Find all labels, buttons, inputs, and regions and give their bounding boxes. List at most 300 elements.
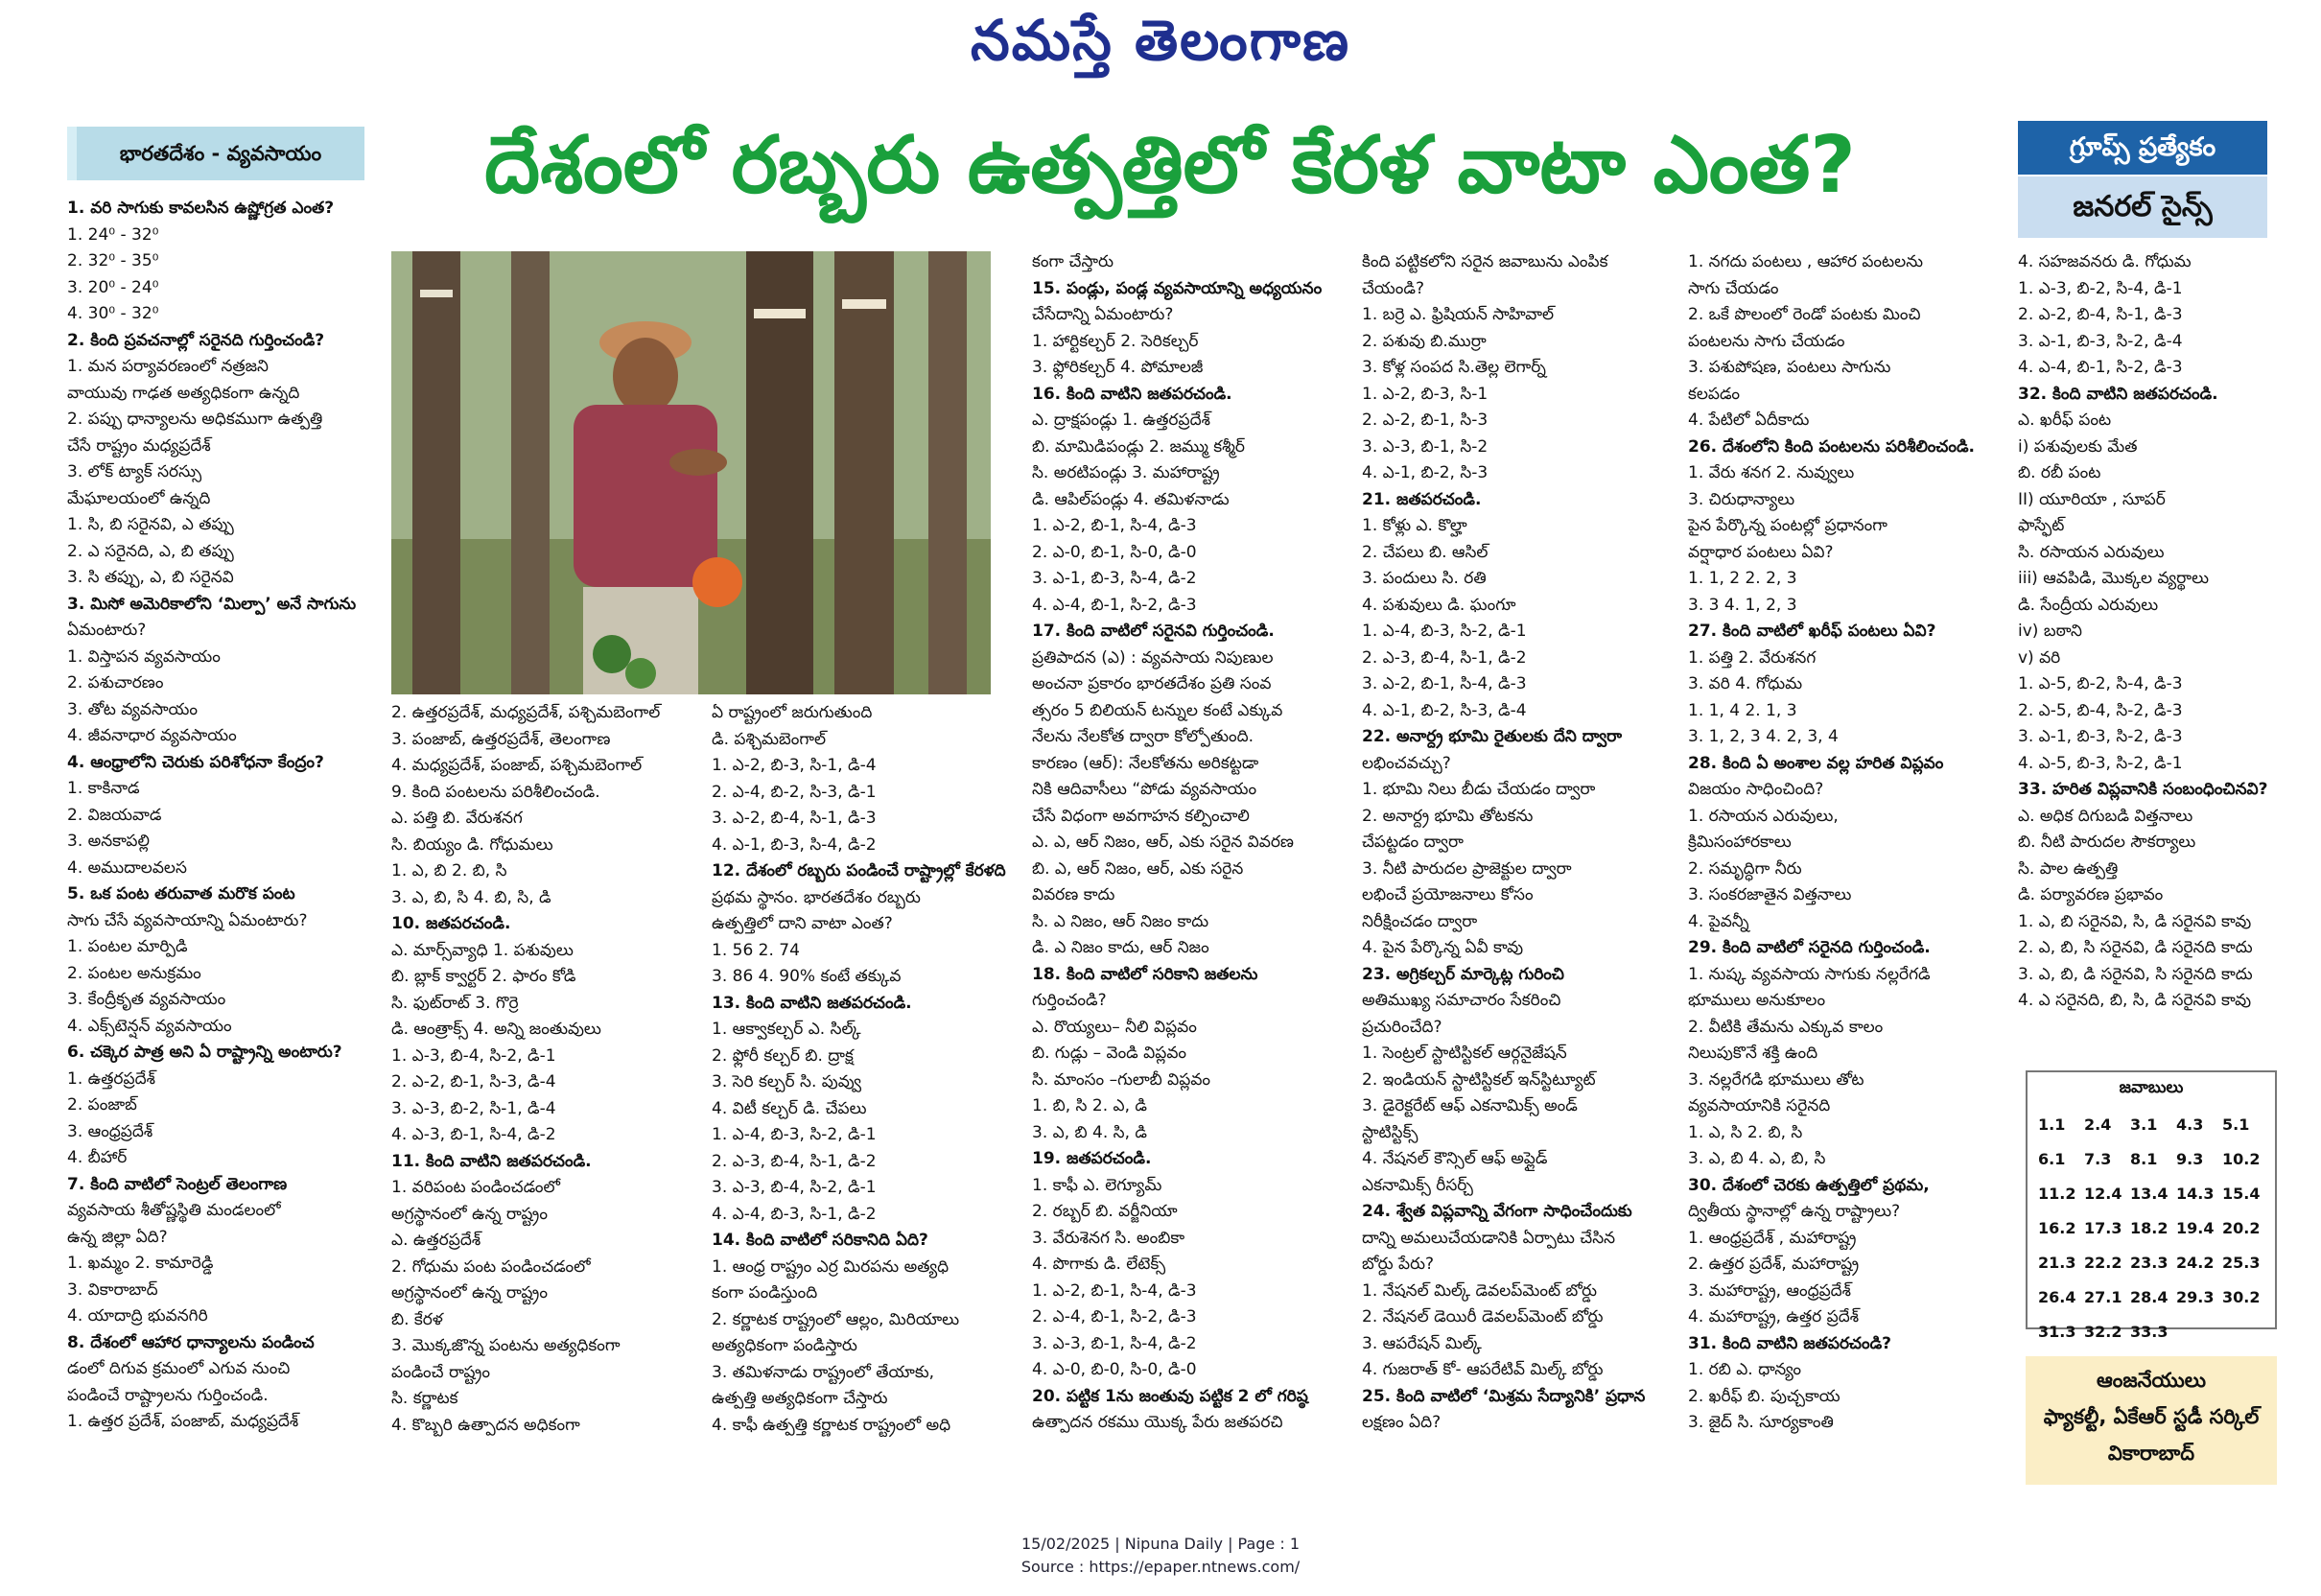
text-line: 14. కింది వాటిలో సరికానిది ఏది? <box>712 1231 928 1250</box>
text-line: 2. చేపలు బి. ఆసిల్ <box>1362 542 1489 562</box>
text-line: 3. 86 4. 90% కంటే తక్కువ <box>712 967 902 986</box>
text-line: 4. పైవన్నీ <box>1688 911 1749 931</box>
answer-cell: 9.3 <box>2176 1149 2204 1168</box>
text-line: 3. నీటి పారుదల ప్రాజెక్టుల ద్వారా <box>1362 858 1572 879</box>
answer-cell: 20.2 <box>2222 1218 2261 1237</box>
text-line: 22. అనార్ద్ర భూమి రైతులకు దేని ద్వారా <box>1362 727 1623 746</box>
text-line: 1. కాకినాడ <box>67 779 140 798</box>
text-line: ఉత్పత్తి అత్యధికంగా చేస్తారు <box>712 1389 888 1408</box>
text-line: 1. ఎ-2, బి-3, సి-1 <box>1362 384 1489 404</box>
author-location: వికారాబాద్ <box>2107 1442 2195 1465</box>
text-line: 1. సి, బి సరైనవి, ఎ తప్పు <box>67 515 234 534</box>
text-line: 3. ఎ-3, బి-1, సి-2 <box>1362 436 1489 457</box>
text-line: 4. పైన పేర్కొన్న ఏవీ కావు <box>1362 938 1524 957</box>
text-line: 3. వరి 4. గోధుమ <box>1688 674 1803 693</box>
text-line: అతిముఖ్య సమాచారం సేకరించి <box>1362 991 1561 1010</box>
text-line: బి. బ్లాక్ క్వార్టర్ 2. ఫారం కోడి <box>391 967 576 986</box>
text-line: చేపట్టడం ద్వారా <box>1362 833 1464 852</box>
text-line: 1. 56 2. 74 <box>712 940 800 960</box>
text-line: 21. జతపరచండి. <box>1362 489 1482 509</box>
answer-key <box>2026 1070 2277 1341</box>
answer-cell: 30.2 <box>2222 1287 2261 1306</box>
text-line: 1. నుష్క వ్యవసాయ సాగుకు నల్లరేగడి <box>1688 964 1931 984</box>
text-line: గుర్తించండి? <box>1032 991 1107 1010</box>
text-line: బోర్డు పేరు? <box>1362 1255 1435 1274</box>
text-line: 4. ఆంధ్రాలోని చెరుకు పరిశోధనా కేంద్రం? <box>67 752 324 772</box>
text-line: 3. ఎ-1, బి-3, సి-2, డి-3 <box>2018 727 2183 746</box>
text-line: 3. వికారాబాద్ <box>67 1279 158 1300</box>
column-3 <box>712 700 1028 1439</box>
text-line: 19. జతపరచండి. <box>1032 1149 1152 1168</box>
text-line: 3. తోట వ్యవసాయం <box>67 699 198 719</box>
answer-cell: 29.3 <box>2176 1287 2215 1306</box>
text-line: 2. ఎ-2, బి-4, సి-1, డి-3 <box>2018 305 2183 324</box>
text-line: 12. దేశంలో రబ్బరు పండించే రాష్ట్రాల్లో కేరళది <box>712 861 1006 880</box>
text-line: 2. గోధుమ పంట పండించడంలో <box>391 1256 591 1277</box>
text-line: వర్షాధార పంటలు ఏవి? <box>1688 542 1834 562</box>
text-line: 2. ఎ, బి, సి సరైనవి, డి సరైనది కాదు <box>2018 938 2253 957</box>
text-line: 1. ఎ, సి 2. బి, సి <box>1688 1122 1803 1142</box>
text-line: 3. ఆంధ్రప్రదేశ్ <box>67 1121 153 1141</box>
text-line: పంటలను సాగు చేయడం <box>1688 331 1845 351</box>
text-line: 1. ఎ, బి 2. బి, సి <box>391 861 507 880</box>
text-line: వివరణ కాదు <box>1032 885 1115 904</box>
text-line: చేసేదాన్ని ఏమంటారు? <box>1032 305 1174 324</box>
text-line: ఏమంటారు? <box>67 621 147 640</box>
text-line: 1. కాఫీ ఎ. లెగ్యూమ్ <box>1032 1175 1162 1195</box>
text-line: వాయువు గాఢత అత్యధికంగా ఉన్నది <box>67 383 300 403</box>
text-line: 3. ఎ-2, బి-1, సి-4, డి-3 <box>1362 674 1527 693</box>
text-line: 2. రబ్బర్ బి. వర్జీనియా <box>1032 1202 1178 1221</box>
text-line: 3. లోక్ ట్యాక్ సరస్సు <box>67 462 202 481</box>
text-line: 26. దేశంలోని కింది పంటలను పరిశీలించండి. <box>1688 436 1975 457</box>
text-line: 2. ఎ-2, బి-1, సి-3, డి-4 <box>391 1072 556 1091</box>
text-line: 1. 1, 4 2. 1, 3 <box>1688 700 1797 720</box>
answer-cell: 15.4 <box>2222 1184 2261 1203</box>
text-line: 2. నేషనల్ డెయిరీ డెవలప్‌మెంట్ బోర్డు <box>1362 1307 1604 1326</box>
text-line: 1. ఉత్తరప్రదేశ్ <box>67 1068 155 1089</box>
text-line: 1. వరిపంట పండించడంలో <box>391 1178 561 1197</box>
text-line: 3. జైద్ సి. సూర్యకాంతి <box>1688 1413 1834 1432</box>
text-line: 3. ఎ, బి 4. సి, డి <box>1032 1122 1147 1142</box>
answer-cell: 8.1 <box>2130 1149 2158 1168</box>
text-line: వ్యవసాయ శీతోష్ణస్థితి మండలంలో <box>67 1201 281 1220</box>
text-line: డి. పర్యావరణ ప్రభావం <box>2018 885 2164 904</box>
text-line: 3. సి తప్పు, ఎ, బి సరైనవి <box>67 568 234 587</box>
answer-cell: 23.3 <box>2130 1253 2169 1272</box>
text-line: 1. విస్తాపన వ్యవసాయం <box>67 646 221 667</box>
text-line: 31. కింది వాటిని జతపరచండి? <box>1688 1333 1892 1353</box>
text-line: 3. మొక్కజొన్న పంటను అత్యధికంగా <box>391 1336 621 1355</box>
text-line: v) వరి <box>2018 647 2061 668</box>
text-line: 1. బి, సి 2. ఎ, డి <box>1032 1096 1147 1115</box>
text-line: త్సరం 5 బిలియన్ టన్నుల కంటే ఎక్కువ <box>1032 700 1283 720</box>
text-line: 2. వీటికి తేమను ఎక్కువ కాలం <box>1688 1017 1884 1037</box>
text-line: డి. ఆపిల్‌పండ్లు 4. తమిళనాడు <box>1032 489 1230 509</box>
text-line: 29. కింది వాటిలో సరైనది గుర్తించండి. <box>1688 938 1931 957</box>
answer-row <box>2037 1176 2267 1210</box>
masthead-logo: నమస్తే తెలంగాణ <box>971 8 1350 73</box>
text-line: 23. అగ్రికల్చర్ మార్కెట్ల గురించి <box>1362 964 1564 984</box>
text-line: iv) బఠాని <box>2018 622 2082 641</box>
text-line: 1. భూమి నిలు బీడు చేయడం ద్వారా <box>1362 780 1596 799</box>
text-line: 10. జతపరచండి. <box>391 914 511 933</box>
text-line: 2. ఇండియన్ స్టాటిస్టికల్ ఇన్‌స్టిట్యూట్ <box>1362 1069 1596 1090</box>
text-line: 3. అనకాపల్లి <box>67 832 150 851</box>
text-line: లక్షణం ఏది? <box>1362 1413 1442 1432</box>
answer-cell: 12.4 <box>2084 1184 2122 1203</box>
text-line: బి. మామిడిపండ్లు 2. జమ్ము కశ్మీర్ <box>1032 436 1245 457</box>
text-line: 4. జీవనాధార వ్యవసాయం <box>67 726 237 745</box>
text-line: 4. ఎ-1, బి-2, సి-3 <box>1362 463 1489 482</box>
text-line: సాగు చేయడం <box>1688 278 1779 298</box>
text-line: దాన్ని అమలుచేయడానికి ఏర్పాటు చేసిన <box>1362 1228 1616 1248</box>
text-line: లభించవచ్చు? <box>1362 753 1451 773</box>
text-line: 2. ఎ-5, బి-4, సి-2, డి-3 <box>2018 700 2183 720</box>
answer-row <box>2037 1245 2267 1279</box>
text-line: డి. ఆంత్రాక్స్ 4. అన్ని జంతువులు <box>391 1020 601 1039</box>
answer-cell: 31.3 <box>2038 1322 2076 1341</box>
text-line: II) యూరియా , సూపర్ <box>2018 489 2166 509</box>
text-line: 8. దేశంలో ఆహార ధాన్యాలను పండించ <box>67 1332 315 1352</box>
text-line: 2. విజయవాడ <box>67 805 162 825</box>
text-line: నిలుపుకొనే శక్తి ఉంది <box>1688 1044 1818 1063</box>
text-line: 4. యాదాద్రి భువనగిరి <box>67 1306 208 1326</box>
text-line: బి. కేరళ <box>391 1309 443 1329</box>
text-line: 4. కాఫీ ఉత్పత్తి కర్ణాటక రాష్ట్రంలో అధి <box>712 1415 951 1435</box>
text-line: సి. ఎ నిజం, ఆర్ నిజం కాదు <box>1032 911 1209 931</box>
text-line: నిరీక్షించడం ద్వారా <box>1362 911 1478 931</box>
answer-cell: 2.4 <box>2084 1115 2112 1134</box>
text-line: 2. పంజాబ్ <box>67 1095 137 1115</box>
text-line: డి. సేంద్రీయ ఎరువులు <box>2018 595 2159 615</box>
text-line: 1. ఉత్తర ప్రదేశ్, పంజాబ్, మధ్యప్రదేశ్ <box>67 1412 299 1431</box>
text-line: 1. పంటల మార్పిడి <box>67 937 188 956</box>
text-line: ప్రచురించేది? <box>1362 1017 1442 1037</box>
text-line: 2. పంటల అనుక్రమం <box>67 963 201 983</box>
text-line: 13. కింది వాటిని జతపరచండి. <box>712 993 912 1013</box>
text-line: 4. పేటిలో ఏదీకాదు <box>1688 411 1810 430</box>
text-line: 11. కింది వాటిని జతపరచండి. <box>391 1151 592 1171</box>
text-line: వ్యవసాయానికి సరైనది <box>1688 1096 1831 1115</box>
tag-secondary: జనరల్ సైన్స్ <box>2018 176 2267 238</box>
text-line: 3. సెరి కల్చర్ సి. పువ్వు <box>712 1072 861 1091</box>
text-line: నికి ఆదివాసీలు “పోడు వ్యవసాయం <box>1032 780 1257 799</box>
text-line: ఫాస్ఫేట్ <box>2018 516 2065 535</box>
text-line: 4. గుజరాత్ కో- ఆపరేటివ్ మిల్క్ బోర్డు <box>1362 1360 1604 1379</box>
text-line: సి. ఫుట్‌రాట్ 3. గొర్రె <box>391 993 519 1013</box>
text-line: లభించే ప్రయోజనాలు కోసం <box>1362 885 1534 904</box>
text-line: 4. మహారాష్ట్ర, ఉత్తర ప్రదేశ్ <box>1688 1307 1860 1326</box>
text-line: iii) ఆవపిడి, మొక్కల వ్యర్థాలు <box>2018 569 2210 588</box>
text-line: 4. ఎ-1, బి-2, సి-3, డి-4 <box>1362 700 1527 720</box>
answer-cell: 21.3 <box>2038 1253 2076 1272</box>
text-line: 3. పంజాబ్, ఉత్తరప్రదేశ్, తెలంగాణ <box>391 729 611 749</box>
text-line: 2. పశువు బి.ముర్రా <box>1362 331 1487 351</box>
text-line: సి. అరటిపండ్లు 3. మహారాష్ట్ర <box>1032 463 1220 482</box>
answer-cell: 17.3 <box>2084 1218 2122 1237</box>
text-line: 3. ఎ, బి, డి సరైనవి, సి సరైనది కాదు <box>2018 964 2253 984</box>
footer-date: 15/02/2025 | Nipuna Daily | Page : 1 <box>1020 1535 1301 1553</box>
answer-key-title: జవాబులు <box>2119 1078 2184 1097</box>
text-line: 3. 20⁰ - 24⁰ <box>67 277 159 297</box>
text-line: బి. రబీ పంట <box>2018 463 2101 482</box>
text-line: 2. ఖరీఫ్ బి. పుచ్చకాయ <box>1688 1386 1840 1406</box>
text-line: 1. ఎ-3, బి-4, సి-2, డి-1 <box>391 1045 556 1066</box>
text-line: 1. కోళ్లు ఎ. కొల్హా <box>1362 516 1467 535</box>
text-line: ఏ రాష్ట్రంలో జరుగుతుంది <box>712 703 873 722</box>
text-line: చేసే విధంగా అవగాహన కల్పించాలి <box>1032 806 1250 826</box>
column-1 <box>67 196 384 1436</box>
text-line: ఉన్న జిల్లా ఏది? <box>67 1227 168 1247</box>
text-line: 5. ఒక పంట తరువాత మరొక పంట <box>67 884 295 904</box>
answer-cell: 18.2 <box>2130 1218 2169 1237</box>
answer-cell: 28.4 <box>2130 1287 2169 1306</box>
text-line: 30. దేశంలో చెరకు ఉత్పత్తిలో ప్రథమ, <box>1688 1175 1930 1195</box>
text-line: సి. కర్ణాటక <box>391 1389 458 1408</box>
text-line: చేసే రాష్ట్రం మధ్యప్రదేశ్ <box>67 435 211 456</box>
text-line: 4. ఎ-4, బి-3, సి-1, డి-2 <box>712 1204 877 1224</box>
text-line: 33. హరిత విప్లవానికి సంబంధించినవి? <box>2018 780 2268 799</box>
text-line: 3. ఫ్లోరికల్చర్ 4. పోమాలజీ <box>1032 358 1204 377</box>
column-7 <box>2018 249 2315 1015</box>
text-line: 3. కేంద్రీకృత వ్యవసాయం <box>67 990 226 1009</box>
answer-cell: 3.1 <box>2130 1115 2158 1134</box>
text-line: డంలో దిగువ క్రమంలో ఎగువ నుంచి <box>67 1359 291 1378</box>
text-line: 2. ఎ-3, బి-4, సి-1, డి-2 <box>712 1151 877 1171</box>
text-line: కలపడం <box>1688 384 1740 404</box>
text-line: భూములు అనుకూలం <box>1688 991 1826 1010</box>
text-line: బి. గుడ్లు – వెండి విప్లవం <box>1032 1044 1187 1063</box>
answer-cell: 32.2 <box>2084 1322 2122 1341</box>
text-line: 3. ఎ-3, బి-2, సి-1, డి-4 <box>391 1098 556 1118</box>
answer-row <box>2037 1141 2267 1176</box>
text-line: 2. ఉత్తర ప్రదేశ్, మహారాష్ట్ర <box>1688 1255 1860 1274</box>
text-line: 2. ఒకే పొలంలో రెండో పంటకు మించి <box>1688 305 1921 324</box>
text-line: 4. బీహార్ <box>67 1148 128 1167</box>
text-line: స్టాటిస్టిక్స్ <box>1362 1122 1418 1142</box>
answer-cell: 27.1 <box>2084 1287 2122 1306</box>
text-line: 2. అనార్ద్ర భూమి తోటకను <box>1362 806 1534 826</box>
text-line: 3. ఎ-3, బి-4, సి-2, డి-1 <box>712 1178 877 1197</box>
text-line: 3. ఎ, బి 4. ఎ, బి, సి <box>1688 1149 1826 1168</box>
text-line: 2. ఎ సరైనది, ఎ, బి తప్పు <box>67 541 234 561</box>
text-line: 1. పత్తి 2. వేరుశనగ <box>1688 647 1817 668</box>
text-line: 4. నేషనల్ కౌన్సిల్ ఆఫ్ అప్లైడ్ <box>1362 1149 1548 1168</box>
text-line: 3. నల్లరేగడి భూములు తోట <box>1688 1069 1864 1090</box>
text-line: 1. ఆంధ్రప్రదేశ్ , మహారాష్ట్ర <box>1688 1228 1857 1248</box>
text-line: అగ్రస్థానంలో ఉన్న రాష్ట్రం <box>391 1283 548 1303</box>
text-line: 1. ఆక్వాకల్చర్ ఎ. సిల్క్ <box>712 1020 861 1039</box>
text-line: సాగు చేసే వ్యవసాయాన్ని ఏమంటారు? <box>67 910 308 930</box>
text-line: 1. ఎ-2, బి-1, సి-4, డి-3 <box>1032 1280 1197 1301</box>
text-line: 1. ఎ-4, బి-3, సి-2, డి-1 <box>712 1125 877 1144</box>
text-line: 3. ఎ-2, బి-4, సి-1, డి-3 <box>712 809 877 828</box>
text-line: 4. కొబ్బరి ఉత్పాదన అధికంగా <box>391 1415 580 1435</box>
answer-row <box>2037 1279 2267 1314</box>
text-line: 17. కింది వాటిలో సరైనవి గుర్తించండి. <box>1032 622 1275 641</box>
text-line: 1. 1, 2 2. 2, 3 <box>1688 569 1797 588</box>
text-line: 4. పొగాకు డి. లేటెక్స్ <box>1032 1255 1166 1274</box>
text-line: ఎకనామిక్స్ రీసర్చ్ <box>1362 1175 1473 1195</box>
text-line: 1. నగదు పంటలు , ఆహార పంటలను <box>1688 252 1924 271</box>
text-line: 16. కింది వాటిని జతపరచండి. <box>1032 384 1232 404</box>
answer-cell: 7.3 <box>2084 1149 2112 1168</box>
text-line: 1. రసాయన ఎరువులు, <box>1688 806 1839 826</box>
text-line: 3. మిసో అమెరికాలోని ‘మిల్పా’ అనే సాగును <box>67 594 357 614</box>
text-line: పండించే రాష్ట్రాలను గుర్తించండి. <box>67 1385 269 1405</box>
text-line: ఎ. ఎ, ఆర్ నిజం, ఆర్, ఎకు సరైన వివరణ <box>1032 833 1294 852</box>
text-line: 27. కింది వాటిలో ఖరీఫ్ పంటలు ఏవి? <box>1688 622 1936 641</box>
answer-cell: 4.3 <box>2176 1115 2204 1134</box>
text-line: 2. ఎ-0, బి-1, సి-0, డి-0 <box>1032 542 1197 562</box>
text-line: 4. ఎ-5, బి-3, సి-2, డి-1 <box>2018 753 2183 773</box>
text-line: బి. నీటి పారుదల సౌకర్యాలు <box>2018 833 2196 852</box>
answer-row <box>2037 1210 2267 1245</box>
answer-cell: 10.2 <box>2222 1149 2261 1168</box>
text-line: 3. ఎ-1, బి-3, సి-2, డి-4 <box>2018 331 2183 351</box>
author-name: ఆంజనేయులు <box>2097 1369 2206 1392</box>
text-line: ఎ. ఖరీఫ్ పంట <box>2018 411 2112 430</box>
text-line: 3. 1, 2, 3 4. 2, 3, 4 <box>1688 727 1839 746</box>
text-line: 4. ఎ-4, బి-1, సి-2, డి-3 <box>1032 595 1197 615</box>
answer-cell: 13.4 <box>2130 1184 2169 1203</box>
answer-row <box>2037 1107 2267 1141</box>
answer-cell: 19.4 <box>2176 1218 2215 1237</box>
text-line: డి. ఎ నిజం కాదు, ఆర్ నిజం <box>1032 938 1209 957</box>
column-5 <box>1362 249 1688 1437</box>
text-line: 3. ఎ-3, బి-1, సి-4, డి-2 <box>1032 1333 1197 1353</box>
text-line: ఎ. మార్స్‌వ్యాధి 1. పశువులు <box>391 940 574 960</box>
text-line: 3. డైరెక్టరేట్ ఆఫ్ ఎకనామిక్స్ అండ్ <box>1362 1096 1578 1115</box>
text-line: కింది పట్టికలోని సరైన జవాబును ఎంపిక <box>1362 252 1608 271</box>
text-line: 3. చిరుధాన్యాలు <box>1688 489 1795 509</box>
text-line: 28. కింది ఏ అంశాల వల్ల హరిత విప్లవం <box>1688 753 1944 773</box>
footer-source: Source : https://epaper.ntnews.com/ <box>1020 1558 1301 1576</box>
text-line: 20. పట్టిక 1ను జంతువు పట్టిక 2 లో గరిష్ఠ <box>1032 1386 1308 1406</box>
text-line: 15. పండ్లు, పండ్ల వ్యవసాయాన్ని అధ్యయనం <box>1032 278 1323 298</box>
text-line: సి. మాంసం –గులాబీ విప్లవం <box>1032 1069 1211 1090</box>
text-line: 1. సెంట్రల్ స్టాటిస్టికల్ ఆర్గనైజేషన్ <box>1362 1044 1567 1063</box>
text-line: ఎ. అధిక దిగుబడి విత్తనాలు <box>2018 806 2193 826</box>
answer-key-table <box>2037 1107 2267 1349</box>
text-line: ప్రతిపాదన (ఎ) : వ్యవసాయ నిపుణుల <box>1032 647 1274 668</box>
answer-cell: 33.3 <box>2130 1322 2169 1341</box>
answer-cell: 5.1 <box>2222 1115 2250 1134</box>
text-line: 6. చక్కెర పాత్ర అని ఏ రాష్ట్రాన్ని అంటారు? <box>67 1043 342 1062</box>
text-line: 2. ఉత్తరప్రదేశ్, మధ్యప్రదేశ్, పశ్చిమబెంగాల్ <box>391 703 661 722</box>
text-line: i) పశువులకు మేత <box>2018 436 2138 457</box>
text-line: 4. సహజవనరు డి. గోధుమ <box>2018 252 2192 271</box>
text-line: 1. ఎ, బి సరైనవి, సి, డి సరైనవి కావు <box>2018 911 2252 931</box>
answer-cell: 24.2 <box>2176 1253 2215 1272</box>
text-line: 2. పశుచారణం <box>67 673 164 692</box>
text-line: పండించే రాష్ట్రం <box>391 1362 491 1382</box>
text-line: కంగా చేస్తారు <box>1032 252 1114 271</box>
text-line: 1. ఎ-2, బి-3, సి-1, డి-4 <box>712 756 877 775</box>
text-line: ఉత్పత్తిలో దాని వాటా ఎంత? <box>712 914 893 933</box>
text-line: 1. 24⁰ - 32⁰ <box>67 224 159 245</box>
text-line: 1. మన పర్యావరణంలో నత్రజని <box>67 357 269 376</box>
text-line: సి. పాల ఉత్పత్తి <box>2018 858 2119 879</box>
text-line: ద్వితీయ స్థానాల్లో ఉన్న రాష్ట్రాలు? <box>1688 1202 1901 1221</box>
text-line: కంగా పండిస్తుంది <box>712 1283 818 1303</box>
text-line: 3. పశుపోషణ, పంటలు సాగును <box>1688 358 1891 377</box>
text-line: 4. ఎక్స్‌టెన్షన్ వ్యవసాయం <box>67 1016 232 1036</box>
text-line: కారణం (ఆర్): నేలకోతను అరికట్టడా <box>1032 753 1259 773</box>
answer-cell: 11.2 <box>2038 1184 2076 1203</box>
text-line: 32. కింది వాటిని జతపరచండి. <box>2018 384 2218 404</box>
text-line: 1. ఎ-3, బి-2, సి-4, డి-1 <box>2018 278 2183 298</box>
text-line: 2. 32⁰ - 35⁰ <box>67 251 159 270</box>
text-line: డి. పశ్చిమబెంగాల్ <box>712 729 827 749</box>
text-line: ఎ. ఉత్తరప్రదేశ్ <box>391 1231 481 1250</box>
text-line: 3. పందులు సి. రతి <box>1362 569 1487 588</box>
author-credit <box>2026 1356 2277 1485</box>
text-line: అగ్రస్థానంలో ఉన్న రాష్ట్రం <box>391 1204 548 1224</box>
text-line: ఉత్పాదన రకము యొక్క పేరు జతపరచి <box>1032 1413 1283 1432</box>
text-line: 4. 30⁰ - 32⁰ <box>67 304 159 323</box>
text-line: 2. ఎ-4, బి-1, సి-2, డి-3 <box>1032 1307 1197 1326</box>
text-line: 3. ఎ-1, బి-3, సి-4, డి-2 <box>1032 569 1197 588</box>
tag-primary: గ్రూప్స్ ప్రత్యేకం <box>2018 121 2267 175</box>
answer-cell: 16.2 <box>2038 1218 2076 1237</box>
rubber-tapping-photo <box>391 251 991 694</box>
text-line: 2. కింది ప్రవచనాల్లో సరైనది గుర్తించండి? <box>67 330 325 350</box>
text-line: 4. విటీ కల్చర్ డి. చేపలు <box>712 1098 867 1118</box>
text-line: 1. ఎ-5, బి-2, సి-4, డి-3 <box>2018 674 2183 693</box>
text-line: 4. ఎ-3, బి-1, సి-4, డి-2 <box>391 1125 556 1144</box>
text-line: 9. కింది పంటలను పరిశీలించండి. <box>391 782 600 802</box>
text-line: చేయండి? <box>1362 278 1425 298</box>
answer-cell: 22.2 <box>2084 1253 2122 1272</box>
text-line: 3. వేరుశెనగ సి. అంబికా <box>1032 1228 1185 1248</box>
text-line: నేలను నేలకోత ద్వారా కోల్పోతుంది. <box>1032 727 1254 746</box>
text-line: 2. కర్ణాటక రాష్ట్రంలో ఆల్లం, మిరియాలు <box>712 1309 960 1329</box>
text-line: 25. కింది వాటిలో ‘మిశ్రమ సేద్యానికి’ ప్రధాన <box>1362 1386 1646 1406</box>
text-line: పైన పేర్కొన్న పంటల్లో ప్రధానంగా <box>1688 516 1887 535</box>
answer-cell: 6.1 <box>2038 1149 2066 1168</box>
column-2 <box>391 700 698 1439</box>
text-line: 3. ఆపరేషన్ మిల్క్ <box>1362 1333 1482 1353</box>
text-line: 24. శ్వేత విప్లవాన్ని వేగంగా సాధించేందుకు <box>1362 1202 1632 1221</box>
text-line: 2. పప్పు ధాన్యాలను అధికముగా ఉత్పత్తి <box>67 410 323 429</box>
text-line: 1. ఎ-2, బి-1, సి-4, డి-3 <box>1032 516 1197 535</box>
text-line: అంచనా ప్రకారం భారతదేశం ప్రతి సంవ <box>1032 674 1272 693</box>
text-line: ఎ. రొయ్యలు– నీలి విప్లవం <box>1032 1017 1197 1037</box>
text-line: 3. మహారాష్ట్ర, ఆంధ్రప్రదేశ్ <box>1688 1280 1852 1301</box>
text-line: 1. ఎ-4, బి-3, సి-2, డి-1 <box>1362 622 1527 641</box>
answer-cell: 25.3 <box>2222 1253 2261 1272</box>
text-line: విజయం సాధించింది? <box>1688 780 1824 799</box>
text-line: ఎ. పత్తి బి. వేరుశనగ <box>391 809 523 828</box>
text-line: 1. వరి సాగుకు కావలసిన ఉష్ణోగ్రత ఎంత? <box>67 199 335 218</box>
text-line: 4. మధ్యప్రదేశ్, పంజాబ్, పశ్చిమబెంగాల్ <box>391 756 643 775</box>
answer-cell: 14.3 <box>2176 1184 2215 1203</box>
text-line: అత్యధికంగా పండిస్తారు <box>712 1336 857 1355</box>
text-line: 1. వేరు శనగ 2. నువ్వులు <box>1688 463 1855 482</box>
text-line: ఎ. ద్రాక్షపండ్లు 1. ఉత్తరప్రదేశ్ <box>1032 411 1210 430</box>
text-line: 4. ఎ సరైనది, బి, సి, డి సరైనవి కావు <box>2018 991 2252 1010</box>
text-line: 3. ఎ, బి, సి 4. బి, సి, డి <box>391 887 551 907</box>
column-4 <box>1032 249 1358 1437</box>
text-line: 1. హార్టికల్చర్ 2. సెరికల్చర్ <box>1032 331 1199 351</box>
text-line: 3. తమిళనాడు రాష్ట్రంలో తేయాకు, <box>712 1362 935 1382</box>
text-line: సి. రసాయన ఎరువులు <box>2018 542 2165 562</box>
answer-cell: 1.1 <box>2038 1115 2066 1134</box>
text-line: 4. ఎ-1, బి-3, సి-4, డి-2 <box>712 834 877 855</box>
text-line: ప్రథమ స్థానం. భారతదేశం రబ్బరు <box>712 887 921 907</box>
